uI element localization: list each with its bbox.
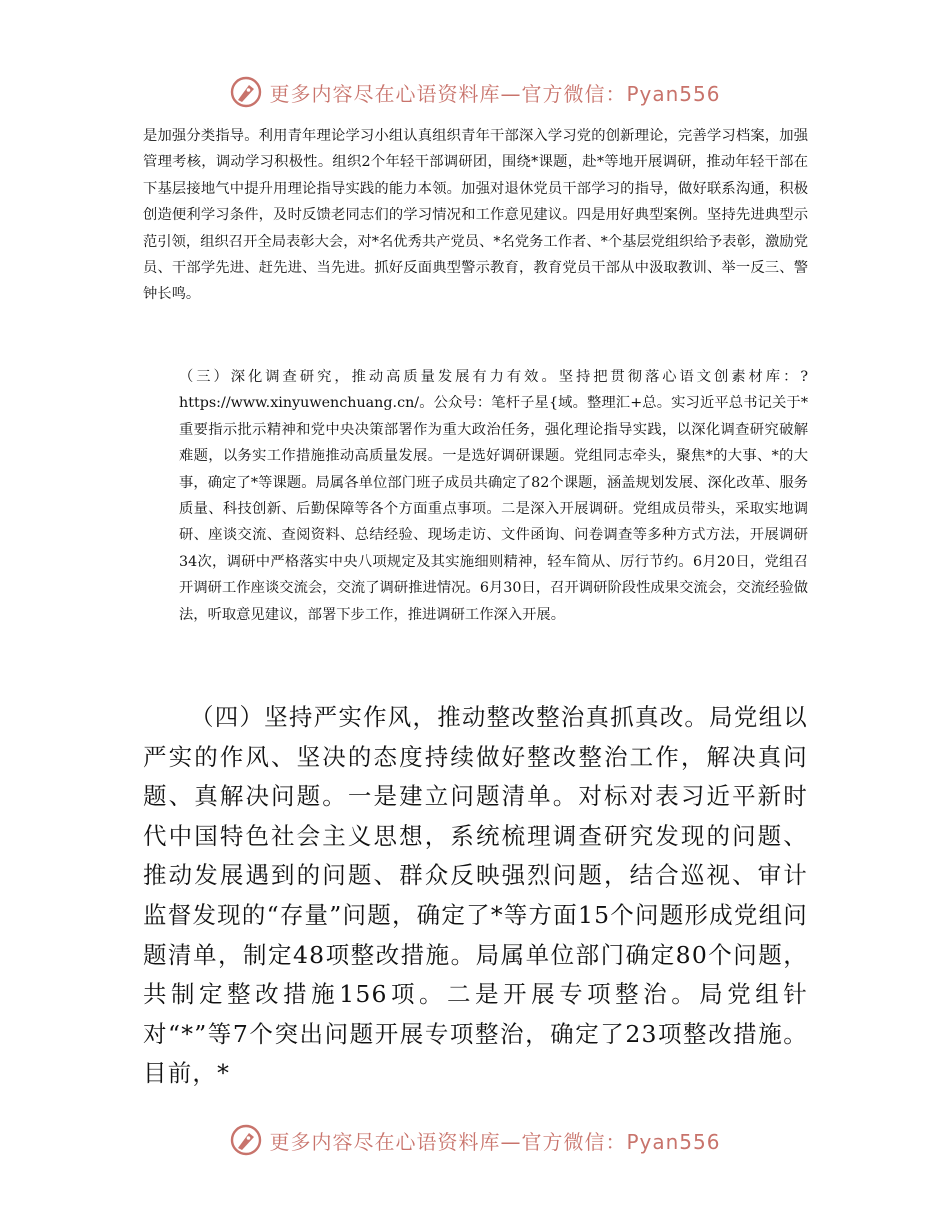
paragraph-research xyxy=(143,364,808,628)
pen-nib-circle-icon xyxy=(229,1123,263,1157)
paragraph-study-guidance xyxy=(143,123,808,308)
footer-banner xyxy=(0,1118,950,1162)
header-banner xyxy=(0,70,950,114)
banner-text: 更多内容尽在心语资料库—官方微信：Pyan556 xyxy=(269,81,721,106)
paragraph-text: （三）深化调查研究，推动高质量发展有力有效。坚持把贯彻落心语文创素材库：?https://www.xinyuwenchuang.cn/。公众号：笔杆子星{域。整理汇+总。实习近平总书记关于*重要指示批示精神和党中央决策部署作为重大政治任务，强化理论指导实践，以深化调查研究破解难题，以务实工作措施推动高质量发展。一是选好调研课题。党组同志牵头，聚焦*的大事、*的大事，确定了*等课题。局属各单位部门班子成员共确定了82个课题，涵盖规划发展、深化改革、服务质量、科技创新、后勤保障等各个方面重点事项。二是深入开展调研。党组成员带头，采取实地调研、座谈交流、查阅资料、总结经验、现场走访、文件函询、问卷调查等多种方式方法，开展调研34次，调研中严格落实中央八项规定及其实施细则精神，轻车简从、厉行节约。6月20日，党组召开调研工作座谈交流会，交流了调研推进情况。6月30日，召开调研阶段性成果交流会，交流经验做法，听取意见建议，部署下步工作，推进调研工作深入开展。 xyxy=(179,369,808,623)
paragraph-rectification xyxy=(143,698,808,1094)
pen-nib-circle-icon xyxy=(229,75,263,109)
paragraph-text: （四）坚持严实作风，推动整改整治真抓真改。局党组以严实的作风、坚决的态度持续做好整改整治工作，解决真问题、真解决问题。一是建立问题清单。对标对表习近平新时代中国特色社会主义思想，系统梳理调查研究发现的问题、推动发展遇到的问题、群众反映强烈问题，结合巡视、审计监督发现的“存量”问题，确定了*等方面15个问题形成党组问题清单，制定48项整改措施。局属单位部门确定80个问题，共制定整改措施156项。二是开展专项整治。局党组针对“*”等7个突出问题开展专项整治，确定了23项整改措施。目前，* xyxy=(143,703,808,1088)
paragraph-text: 是加强分类指导。利用青年理论学习小组认真组织青年干部深入学习党的创新理论，完善学习档案，加强管理考核，调动学习积极性。组织2个年轻干部调研团，围绕*课题，赴*等地开展调研，推动年轻干部在下基层接地气中提升用理论指导实践的能力本领。加强对退休党员干部学习的指导，做好联系沟通，积极创造便利学习条件，及时反馈老同志们的学习情况和工作意见建议。四是用好典型案例。坚持先进典型示范引领，组织召开全局表彰大会，对*名优秀共产党员、*名党务工作者、*个基层党组织给予表彰，激励党员、干部学先进、赶先进、当先进。抓好反面典型警示教育，教育党员干部从中汲取教训、举一反三、警钟长鸣。 xyxy=(143,128,808,303)
banner-text: 更多内容尽在心语资料库—官方微信：Pyan556 xyxy=(269,1129,721,1154)
